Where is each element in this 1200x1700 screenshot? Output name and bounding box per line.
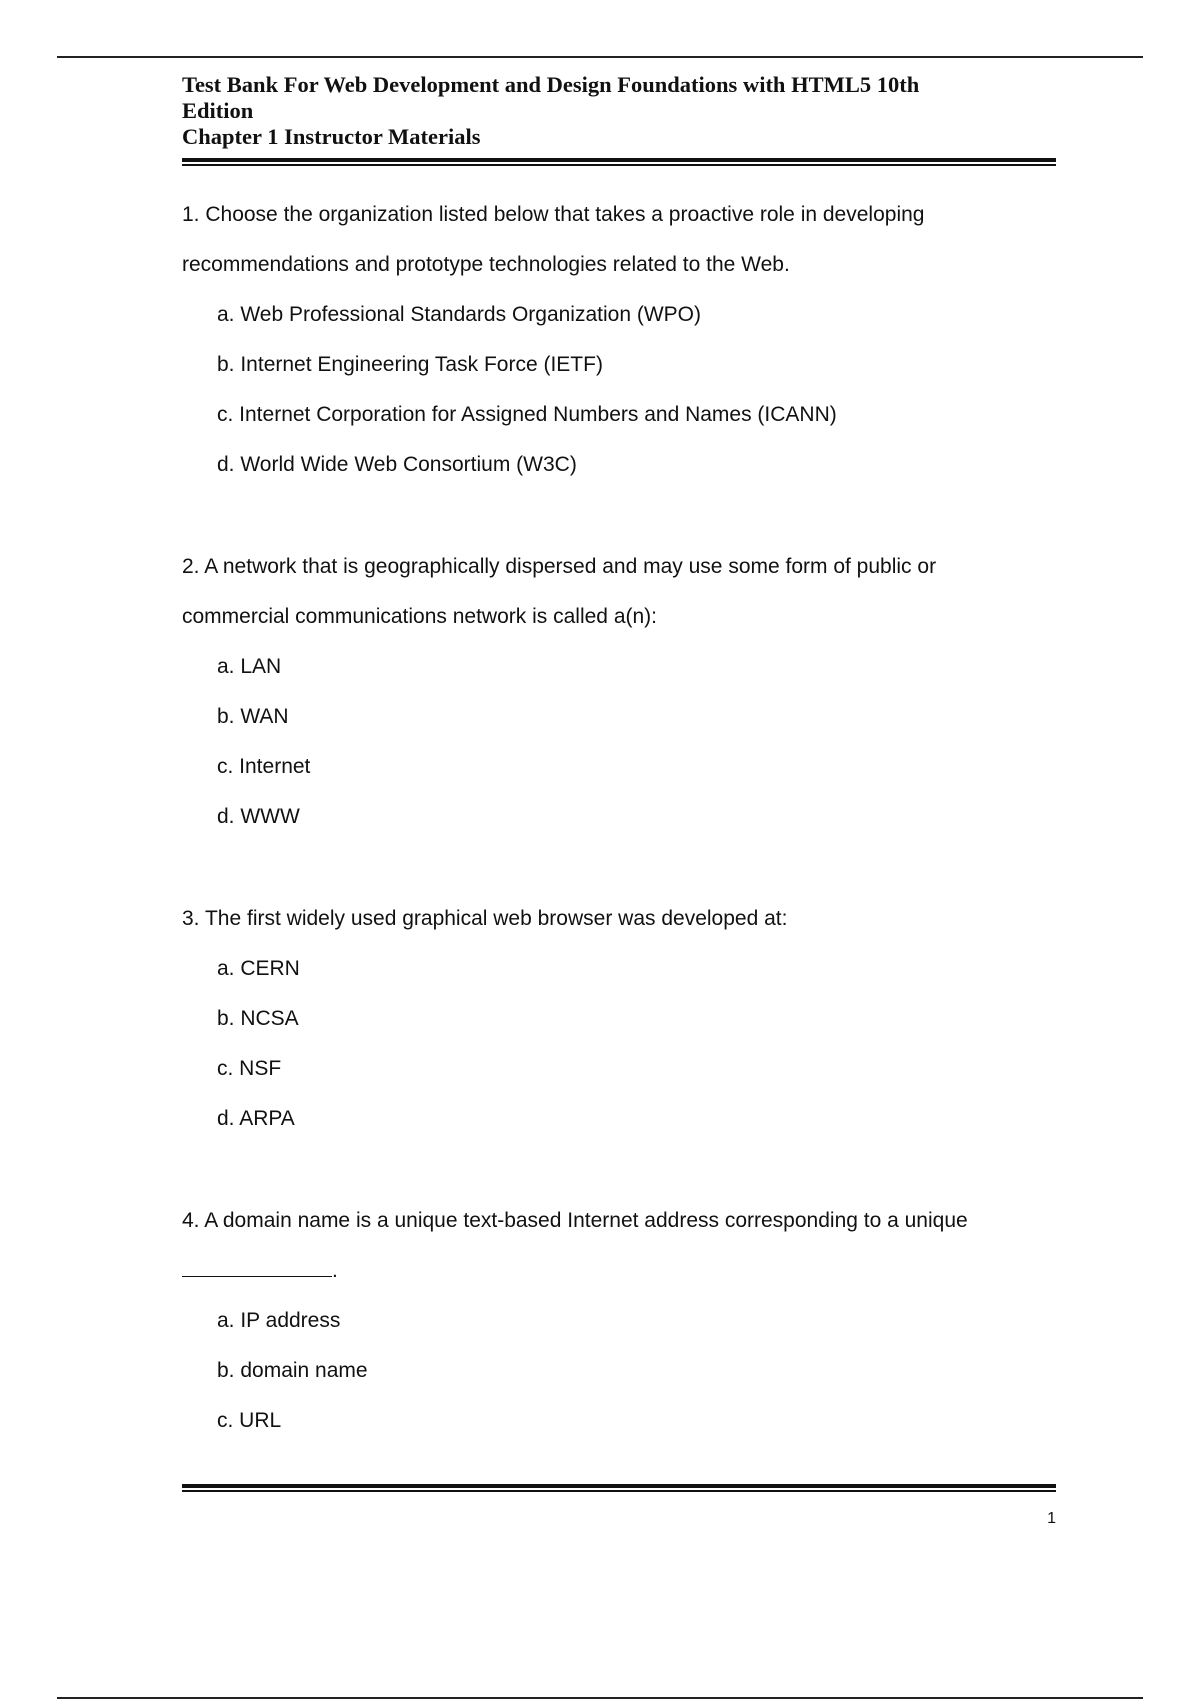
page-number: 1: [1047, 1510, 1056, 1527]
question-text-line: 3. The first widely used graphical web browser was developed at:: [182, 907, 788, 930]
question-1: [182, 190, 1056, 490]
fill-in-blank: [182, 1246, 1056, 1296]
answer-option: a. Web Professional Standards Organization (WPO): [217, 303, 701, 326]
blank-suffix: .: [332, 1259, 338, 1282]
document-header: [182, 72, 1056, 150]
answer-option: d. WWW: [217, 805, 300, 828]
question-text-line: 2. A network that is geographically dispersed and may use some form of public or: [182, 555, 937, 578]
question-3: [182, 894, 1056, 1144]
document-title-line-1: Test Bank For Web Development and Design Foundations with HTML5 10th: [182, 72, 920, 97]
answer-option: c. NSF: [217, 1057, 282, 1080]
answer-option: d. ARPA: [217, 1107, 295, 1130]
answer-option: b. NCSA: [217, 1007, 299, 1030]
document-content: [182, 72, 1056, 1446]
document-title-line-2: Edition: [182, 98, 254, 123]
header-double-rule: [182, 158, 1056, 166]
page-bottom-rule: [57, 1697, 1143, 1699]
question-4: [182, 1196, 1056, 1446]
question-list: [182, 190, 1056, 1446]
document-subtitle: Chapter 1 Instructor Materials: [182, 124, 481, 149]
question-text-line: 4. A domain name is a unique text-based Internet address corresponding to a unique: [182, 1209, 968, 1232]
question-2: [182, 542, 1056, 842]
page-top-rule: [57, 56, 1143, 58]
answer-option: b. domain name: [217, 1359, 368, 1382]
question-text-line: 1. Choose the organization listed below that takes a proactive role in developing: [182, 203, 925, 226]
answer-option: a. IP address: [217, 1309, 341, 1332]
answer-option: c. Internet: [217, 755, 311, 778]
answer-option: d. World Wide Web Consortium (W3C): [217, 453, 577, 476]
question-text-line: commercial communications network is called a(n):: [182, 605, 657, 628]
blank-underline: [182, 1258, 332, 1277]
footer-double-rule: [182, 1484, 1056, 1492]
answer-option: c. Internet Corporation for Assigned Numbers and Names (ICANN): [217, 403, 837, 426]
answer-option: b. Internet Engineering Task Force (IETF): [217, 353, 603, 376]
answer-option: a. CERN: [217, 957, 300, 980]
answer-option: b. WAN: [217, 705, 289, 728]
answer-option: a. LAN: [217, 655, 282, 678]
question-text-line: recommendations and prototype technologies related to the Web.: [182, 253, 790, 276]
answer-option: c. URL: [217, 1409, 282, 1432]
